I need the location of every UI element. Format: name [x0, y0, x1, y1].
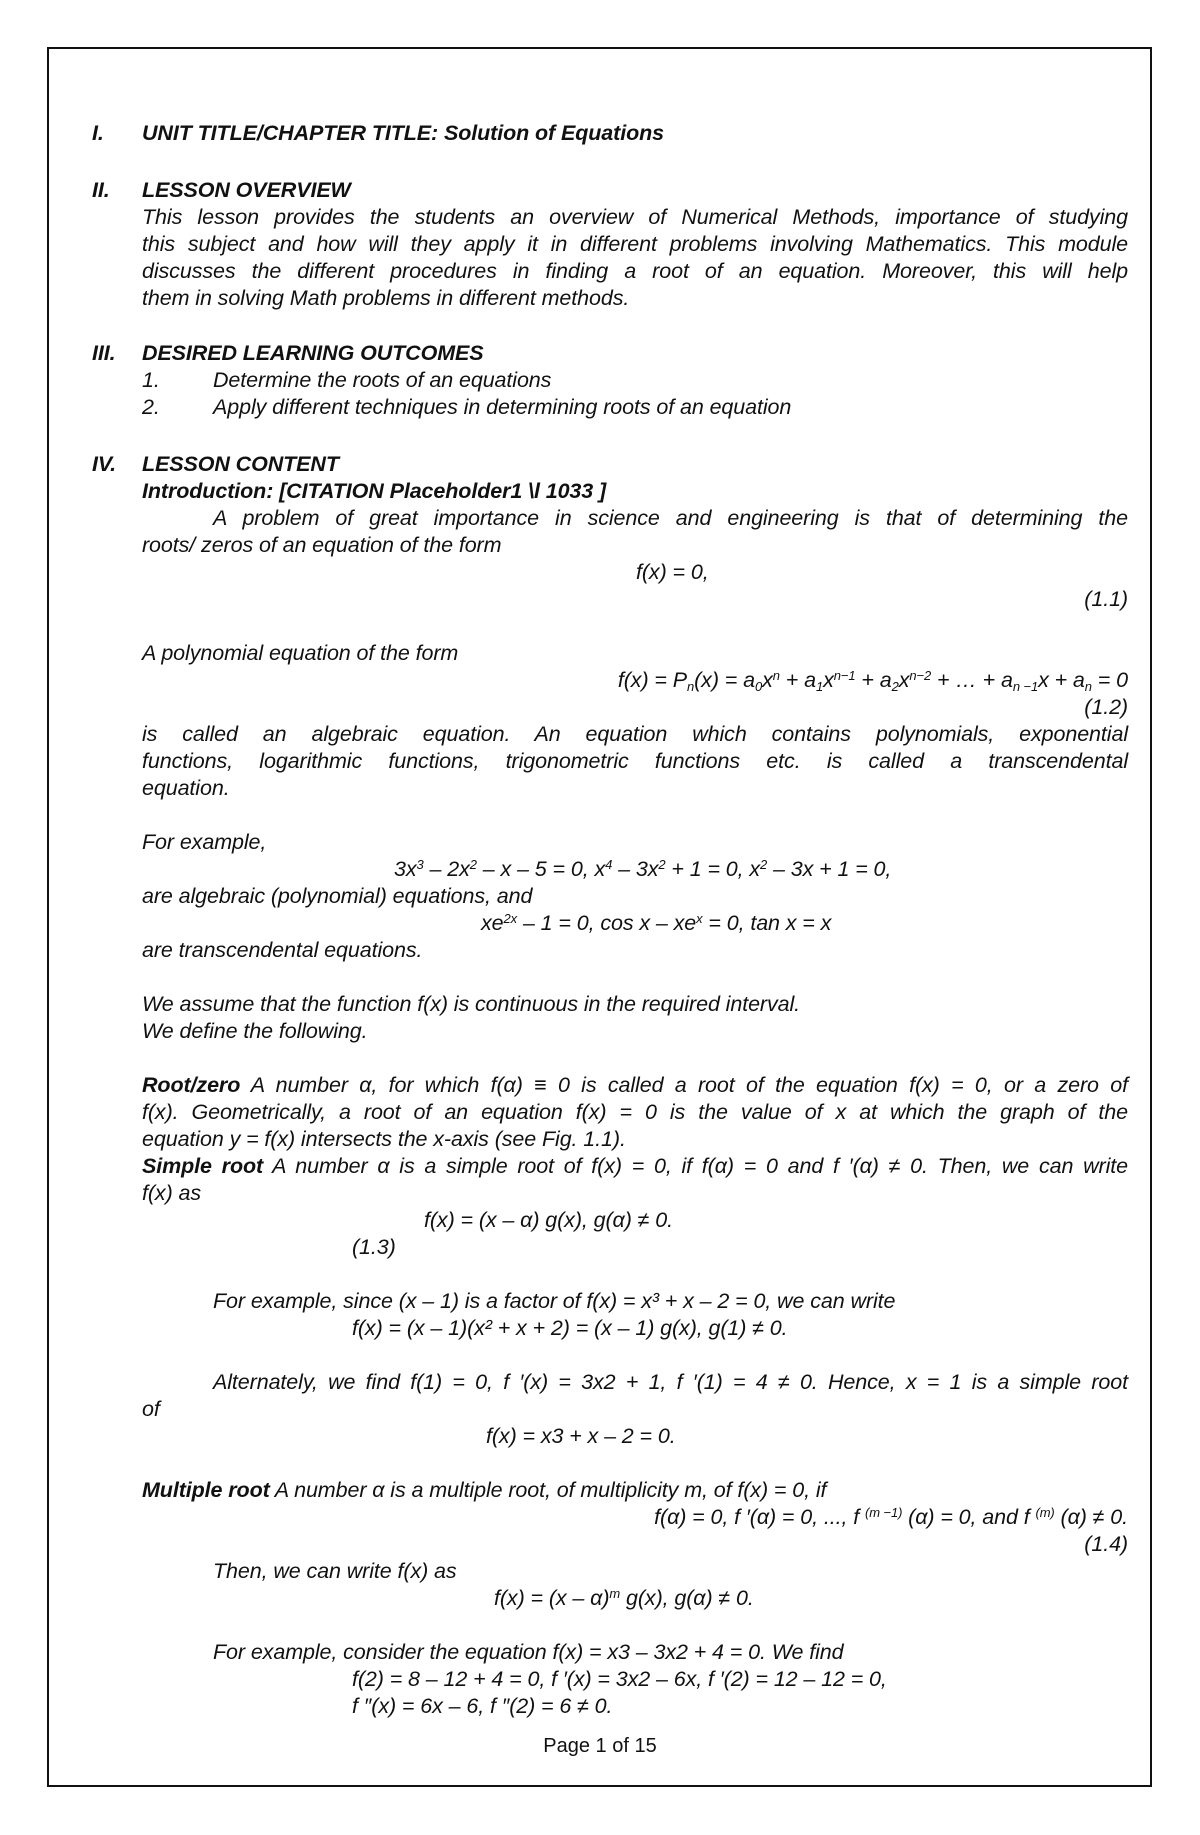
term-multiple-root: Multiple root	[142, 1478, 270, 1502]
section-4-number: IV.	[92, 452, 117, 476]
paragraph-line: A polynomial equation of the form	[142, 641, 459, 665]
definition-root-line: Root/zero A number α, for which f(α) ≡ 0 is called a root of the equation f(x) = 0, or a zero of	[142, 1073, 1128, 1097]
term-simple-root: Simple root	[142, 1154, 264, 1178]
paragraph-line: Then, we can write f(x) as	[213, 1559, 457, 1583]
example-equation: f(x) = x3 + x – 2 = 0.	[486, 1424, 676, 1448]
paragraph-line: For example,	[142, 830, 267, 854]
equation-1-number: (1.1)	[1084, 587, 1128, 611]
paragraph-line: are algebraic (polynomial) equations, and	[142, 884, 533, 908]
paragraph-line: roots/ zeros of an equation of the form	[142, 533, 502, 557]
introduction-heading: Introduction: [CITATION Placeholder1 \l 1033 ]	[142, 479, 607, 503]
equation-1: f(x) = 0,	[636, 560, 709, 584]
definition-multiple-line: Multiple root A number α is a multiple root, of multiplicity m, of f(x) = 0, if	[142, 1478, 827, 1502]
equation-3-number: (1.3)	[352, 1235, 396, 1259]
term-root-zero: Root/zero	[142, 1073, 241, 1097]
algebraic-equations: $3x^3 - 2x^2 - x - 5 = 0$, $x^4 - 3x^2 + 1 = 0$, $x^2 - 3x + 1 = 0$,	[394, 857, 892, 881]
overview-line: this subject and how will they apply it in different problems involving Mathematics. This module	[142, 232, 1128, 256]
definition-simple-line: f(x) as	[142, 1181, 202, 1205]
paragraph-line: We assume that the function f(x) is continuous in the required interval.	[142, 992, 801, 1016]
example-line: of	[142, 1397, 160, 1421]
paragraph-line: A problem of great importance in science and engineering is that of determining the	[213, 506, 1128, 530]
definition-root-line: equation y = f(x) intersects the x-axis (see Fig. 1.1).	[142, 1127, 626, 1151]
paragraph-line: is called an algebraic equation. An equation which contains polynomials, exponential	[142, 722, 1128, 746]
section-3-number: III.	[92, 341, 116, 365]
paragraph-line: We define the following.	[142, 1019, 368, 1043]
paragraph-line: functions, logarithmic functions, trigonometric functions etc. is called a transcendental	[142, 749, 1128, 773]
equation-2-number: (1.2)	[1084, 695, 1128, 719]
page-footer: Page 1 of 15	[543, 1735, 657, 1757]
section-2-title: LESSON OVERVIEW	[142, 178, 351, 202]
paragraph-line: equation.	[142, 776, 230, 800]
section-1-title: UNIT TITLE/CHAPTER TITLE: Solution of Equations	[142, 121, 664, 145]
equation-5: f(x) = (x – α)$^m$ g(x), g(α) ≠ 0.	[494, 1586, 754, 1610]
example-line: For example, consider the equation f(x) = x3 – 3x2 + 4 = 0. We find	[213, 1640, 844, 1664]
equation-3: f(x) = (x – α) g(x), g(α) ≠ 0.	[424, 1208, 673, 1232]
equation-2: $f(x) = P_n(x) = a_0x^n + a_1x^{n-1} + a_2x^{n-2}$ + … + $a_{n -1}x + a_n = 0$	[617, 668, 1128, 694]
paragraph-line: are transcendental equations.	[142, 938, 423, 962]
overview-line: them in solving Math problems in different methods.	[142, 286, 630, 310]
example-line: Alternately, we find f(1) = 0, f ′(x) = 3x2 + 1, f ′(1) = 4 ≠ 0. Hence, x = 1 is a simple root	[213, 1370, 1128, 1394]
definition-root-line: f(x). Geometrically, a root of an equation f(x) = 0 is the value of x at which the graph of the	[142, 1100, 1128, 1124]
section-1-number: I.	[92, 121, 104, 145]
section-2-number: II.	[92, 178, 110, 202]
outcome-text: Apply different techniques in determining roots of an equation	[213, 395, 792, 419]
definition-simple-line: Simple root A number α is a simple root of f(x) = 0, if f(α) = 0 and f ′(α) ≠ 0. Then, we can write	[142, 1154, 1128, 1178]
overview-line: This lesson provides the students an overview of Numerical Methods, importance of studying	[142, 205, 1128, 229]
example-line: f(2) = 8 – 12 + 4 = 0, f ′(x) = 3x2 – 6x, f ′(2) = 12 – 12 = 0,	[352, 1667, 887, 1691]
example-line: f(x) = (x – 1)(x² + x + 2) = (x – 1) g(x), g(1) ≠ 0.	[352, 1316, 788, 1340]
equation-4: f(α) = 0, f ′(α) = 0, ..., f $^{(m -1)}$ (α) = 0, and f $^{(m)}$ (α) ≠ 0.	[654, 1505, 1128, 1529]
equation-4-number: (1.4)	[1084, 1532, 1128, 1556]
overview-line: discusses the different procedures in finding a root of an equation. Moreover, this will help	[142, 259, 1128, 283]
outcome-number: 2.	[142, 395, 160, 419]
example-line: f ″(x) = 6x – 6, f ″(2) = 6 ≠ 0.	[352, 1694, 613, 1718]
example-line: For example, since (x – 1) is a factor of f(x) = x³ + x – 2 = 0, we can write	[213, 1289, 896, 1313]
outcome-text: Determine the roots of an equations	[213, 368, 552, 392]
section-3-title: DESIRED LEARNING OUTCOMES	[142, 341, 484, 365]
transcendental-equations: $xe^{2x} - 1 = 0$, $\cos x - xe^x = 0$, tan x = x	[481, 911, 832, 935]
outcome-number: 1.	[142, 368, 160, 392]
section-4-title: LESSON CONTENT	[142, 452, 339, 476]
